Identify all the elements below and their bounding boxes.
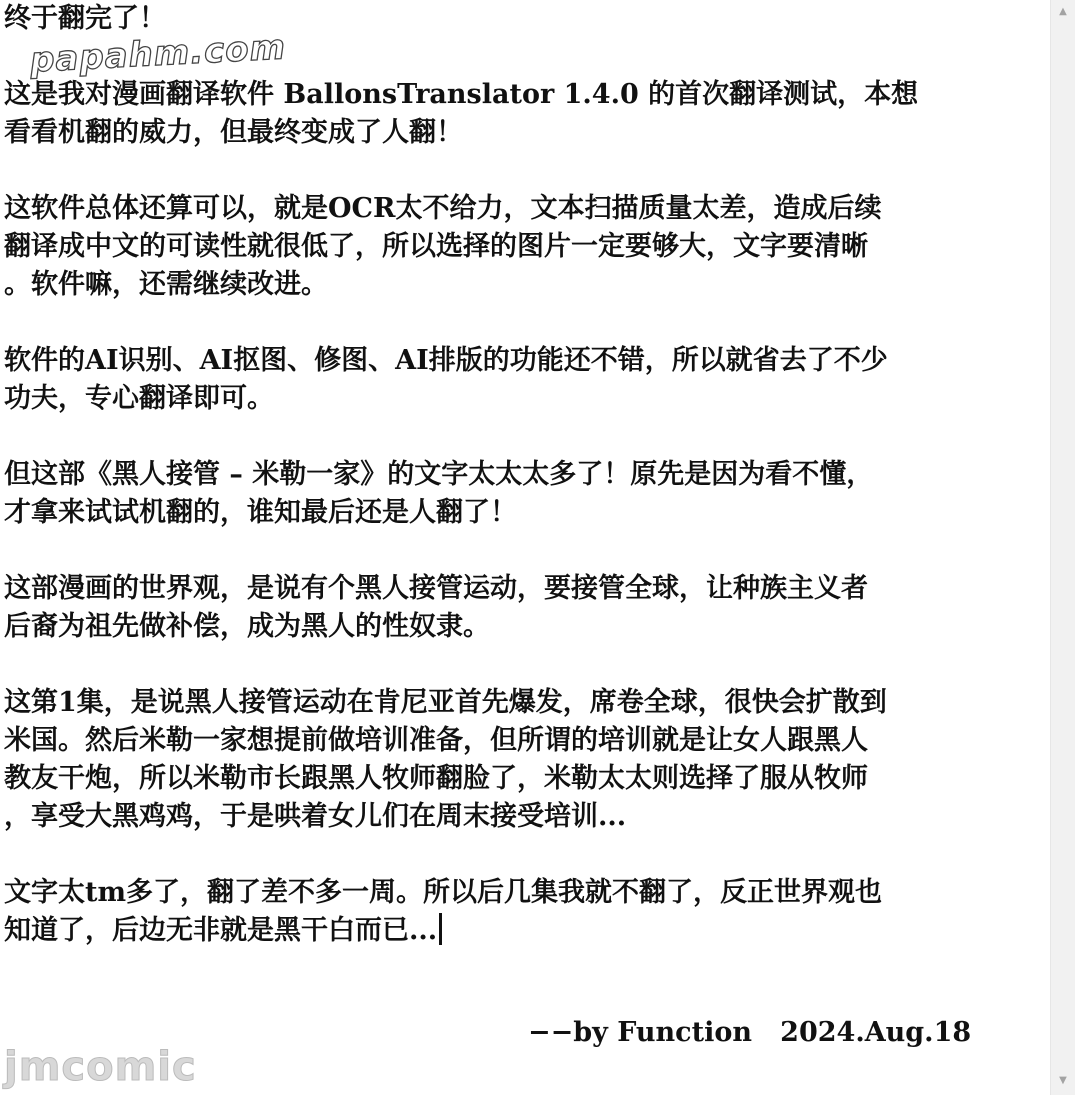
text-line: ，享受大黑鸡鸡，于是哄着女儿们在周末接受培训... [4, 801, 627, 832]
paragraph [4, 190, 1048, 304]
paragraph [4, 456, 1048, 532]
text-line: 米国。然后米勒一家想提前做培训准备，但所谓的培训就是让女人跟黑人 [4, 725, 868, 756]
text-line: 文字太tm多了，翻了差不多一周。所以后几集我就不翻了，反正世界观也 [4, 877, 883, 908]
text-cursor [439, 913, 442, 945]
paragraph [4, 76, 1048, 152]
text-line: 但这部《黑人接管 – 米勒一家》的文字太太太多了！原先是因为看不懂， [4, 459, 874, 490]
text-line: 功夫，专心翻译即可。 [4, 383, 274, 414]
text-line: 才拿来试试机翻的，谁知最后还是人翻了！ [4, 497, 517, 528]
text-line: 后裔为祖先做补偿，成为黑人的性奴隶。 [4, 611, 490, 642]
watermark-top: papahm.com [29, 27, 287, 81]
paragraph [4, 684, 1048, 836]
scroll-down-arrow-icon[interactable]: ▼ [1059, 1075, 1067, 1086]
paragraph [4, 342, 1048, 418]
paragraph [4, 0, 1048, 38]
text-line: 软件的AI识别、AI抠图、修图、AI排版的功能还不错，所以就省去了不少 [4, 345, 888, 376]
text-line-last [4, 912, 1048, 950]
text-line: 这软件总体还算可以，就是OCR太不给力，文本扫描质量太差，造成后续 [4, 193, 882, 224]
scrollbar-thumb[interactable] [1055, 24, 1071, 1064]
vertical-scrollbar[interactable] [1050, 0, 1075, 1095]
paragraph [4, 570, 1048, 646]
text-line: 这部漫画的世界观，是说有个黑人接管运动，要接管全球，让种族主义者 [4, 573, 868, 604]
text-line: 终于翻完了！ [4, 3, 166, 34]
text-line: 看看机翻的威力，但最终变成了人翻！ [4, 117, 463, 148]
paragraph [4, 874, 1048, 950]
signature: −−by Function 2024.Aug.18 [528, 1017, 972, 1048]
text-line: 这第1集，是说黑人接管运动在肯尼亚首先爆发，席卷全球，很快会扩散到 [4, 687, 887, 718]
scroll-up-arrow-icon[interactable]: ▲ [1059, 6, 1067, 17]
watermark-bottom: jmcomic [4, 1044, 197, 1090]
text-line: 翻译成中文的可读性就很低了，所以选择的图片一定要够大，文字要清晰 [4, 231, 868, 262]
text-line: 这是我对漫画翻译软件 BallonsTranslator 1.4.0 的首次翻译测试，本想 [4, 79, 919, 110]
last-line-text: 知道了，后边无非就是黑干白而已... [4, 915, 438, 946]
text-line: 。软件嘛，还需继续改进。 [4, 269, 328, 300]
text-line: 教友干炮，所以米勒市长跟黑人牧师翻脸了，米勒太太则选择了服从牧师 [4, 763, 868, 794]
text-document[interactable] [4, 0, 1048, 950]
